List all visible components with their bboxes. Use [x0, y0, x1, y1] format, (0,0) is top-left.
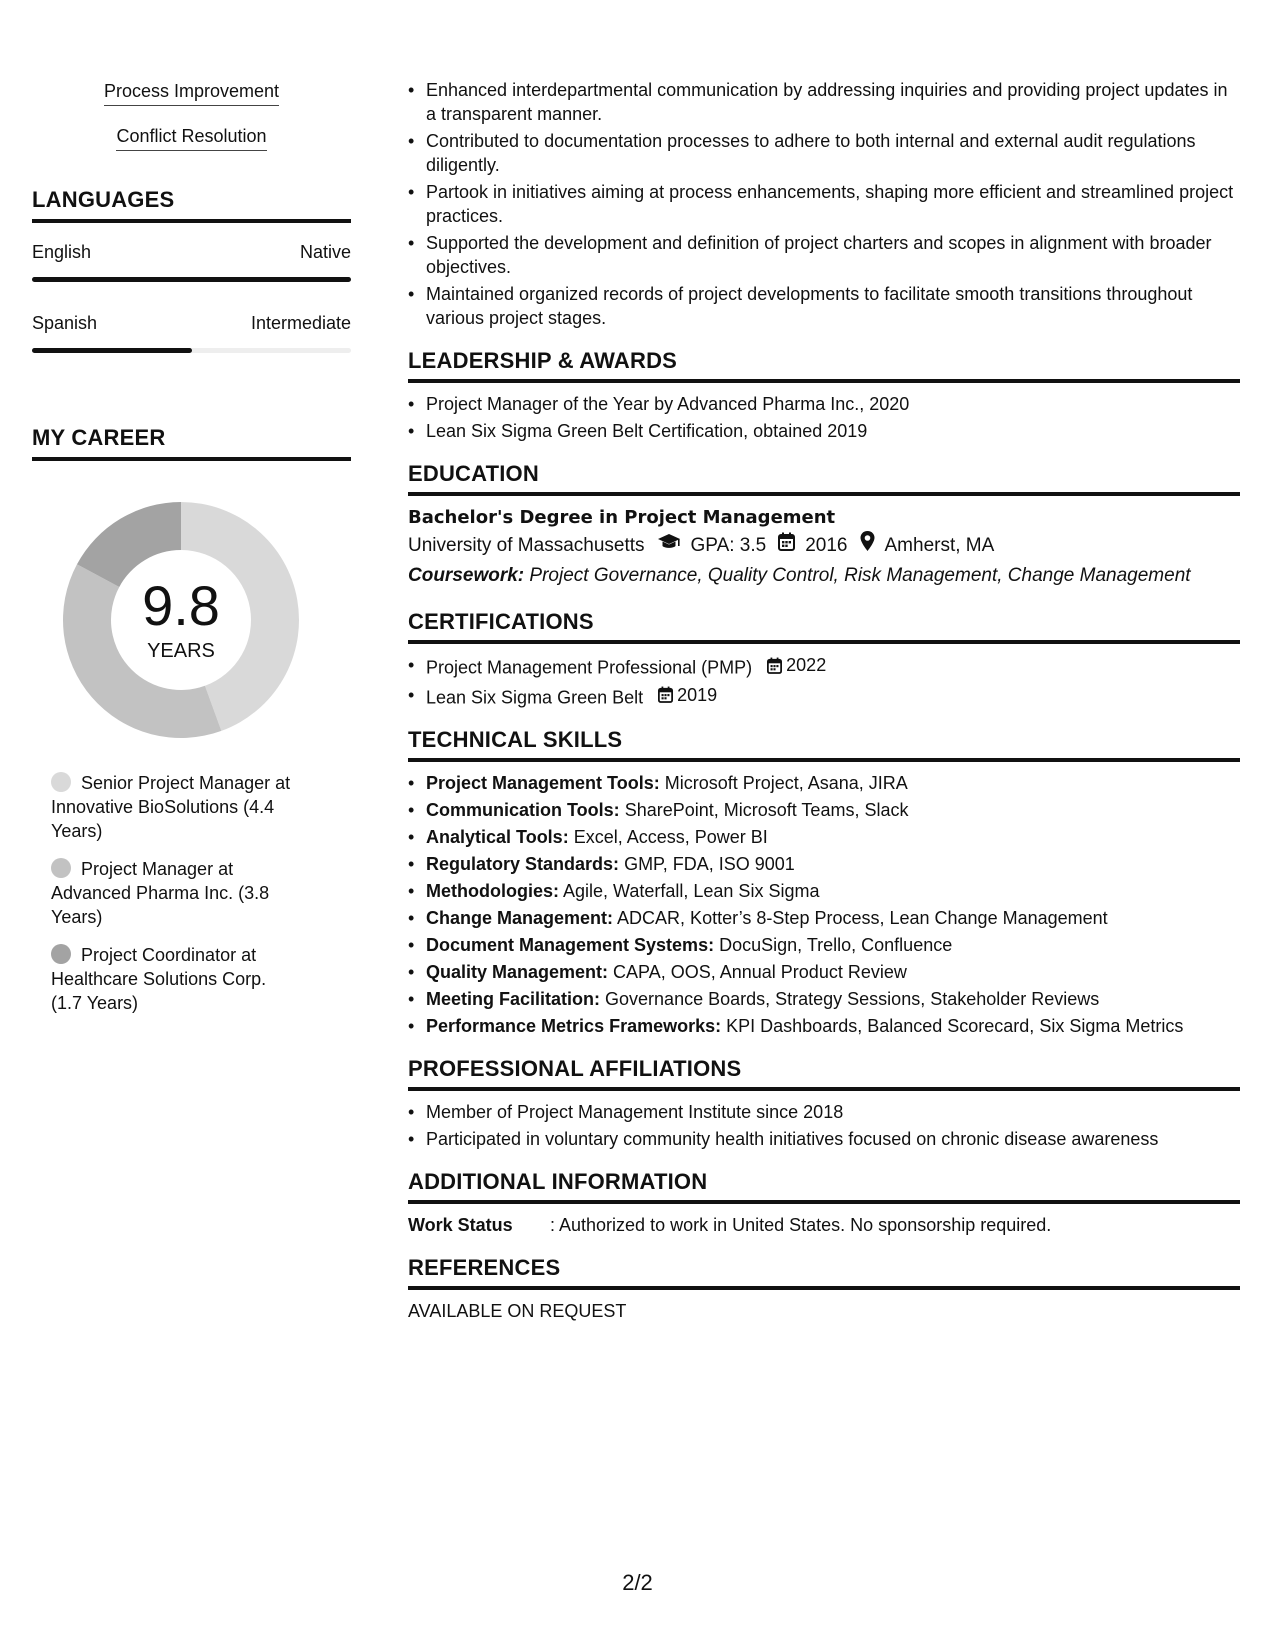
list-item	[408, 683, 1240, 710]
certification-name: Lean Six Sigma Green Belt	[426, 687, 644, 707]
list-item: • Supported the development and definition of project charters and scopes in alignment with broader objectives.	[408, 231, 1240, 279]
skill-tag	[32, 80, 351, 106]
map-marker-icon	[860, 531, 875, 561]
skill-tag-label: Process Improvement	[104, 80, 279, 106]
certification-year: 2019	[677, 684, 718, 705]
left-column	[32, 80, 351, 1029]
skill-label: Meeting Facilitation:	[426, 989, 601, 1009]
skill-label: Regulatory Standards:	[426, 854, 620, 874]
calendar-icon	[778, 531, 795, 561]
calendar-icon	[658, 686, 673, 703]
language-item	[32, 241, 351, 282]
languages-heading: LANGUAGES	[32, 187, 351, 223]
skill-label: Performance Metrics Frameworks:	[426, 1016, 722, 1036]
skill-label: Communication Tools:	[426, 800, 620, 820]
legend-label: Project Manager at Advanced Pharma Inc. (3.8 Years)	[51, 859, 270, 927]
list-item: • Lean Six Sigma Green Belt Certification, obtained 2019	[408, 419, 1240, 443]
page-number: 2/2	[622, 1570, 653, 1595]
list-item: • Contributed to documentation processes to adhere to both internal and external audit regulations diligently.	[408, 129, 1240, 177]
skill-value: Agile, Waterfall, Lean Six Sigma	[563, 881, 820, 901]
list-item	[408, 933, 1240, 957]
certifications-list	[408, 653, 1240, 709]
language-level: Native	[299, 242, 351, 262]
language-level: Intermediate	[250, 313, 351, 333]
work-status-label: Work Status	[408, 1215, 513, 1235]
skill-value: SharePoint, Microsoft Teams, Slack	[624, 800, 909, 820]
language-name: English	[32, 242, 92, 262]
coursework-label: Coursework:	[408, 565, 525, 586]
legend-label: Project Coordinator at Healthcare Solutions Corp. (1.7 Years)	[51, 945, 267, 1013]
skill-value: KPI Dashboards, Balanced Scorecard, Six Sigma Metrics	[726, 1016, 1184, 1036]
work-status-row	[408, 1213, 1240, 1237]
legend-item	[51, 857, 302, 929]
career-legend	[32, 771, 302, 1015]
list-item	[408, 798, 1240, 822]
skill-label: Change Management:	[426, 908, 614, 928]
list-item	[408, 1014, 1240, 1038]
list-item: • Member of Project Management Institute since 2018	[408, 1100, 1240, 1124]
career-donut-chart	[56, 495, 306, 745]
list-item	[408, 771, 1240, 795]
affiliations-list	[408, 1100, 1240, 1151]
skill-value: DocuSign, Trello, Confluence	[719, 935, 953, 955]
list-item	[408, 879, 1240, 903]
list-item	[408, 825, 1240, 849]
skill-value: Microsoft Project, Asana, JIRA	[664, 773, 908, 793]
list-item: • Participated in voluntary community health initiatives focused on chronic disease awareness	[408, 1127, 1240, 1151]
education-details	[408, 531, 1240, 561]
legend-dot	[51, 858, 71, 878]
education-location: Amherst, MA	[884, 535, 995, 556]
legend-label: Senior Project Manager at Innovative BioSolutions (4.4 Years)	[51, 773, 291, 841]
school-name: University of Massachusetts	[408, 535, 645, 556]
coursework	[408, 561, 1240, 591]
technical-skills-list	[408, 771, 1240, 1038]
list-item	[408, 960, 1240, 984]
skill-value: GMP, FDA, ISO 9001	[624, 854, 795, 874]
additional-info-heading: ADDITIONAL INFORMATION	[408, 1169, 1240, 1204]
skill-label: Analytical Tools:	[426, 827, 569, 847]
skill-value: Excel, Access, Power BI	[573, 827, 768, 847]
skill-tag	[32, 125, 351, 151]
career-heading: MY CAREER	[32, 425, 351, 461]
legend-item	[51, 943, 302, 1015]
legend-dot	[51, 944, 71, 964]
certification-year: 2022	[786, 655, 827, 675]
list-item	[408, 852, 1240, 876]
graduation-cap-icon	[657, 531, 681, 561]
skill-label: Methodologies:	[426, 881, 559, 901]
gpa: GPA: 3.5	[690, 535, 767, 556]
career-donut-svg	[56, 495, 306, 745]
right-column	[408, 78, 1240, 1323]
career-total-unit: YEARS	[147, 640, 215, 662]
coursework-text: Project Governance, Quality Control, Risk Management, Change Management	[529, 565, 1191, 586]
language-proficiency-bar	[32, 348, 351, 353]
language-proficiency-fill	[32, 277, 351, 282]
skill-label: Quality Management:	[426, 962, 609, 982]
skill-label: Project Management Tools:	[426, 773, 660, 793]
affiliations-heading: PROFESSIONAL AFFILIATIONS	[408, 1056, 1240, 1091]
references-text: AVAILABLE ON REQUEST	[408, 1301, 627, 1321]
list-item: • Maintained organized records of project developments to facilitate smooth transitions throughout various project stages.	[408, 282, 1240, 330]
language-proficiency-fill	[32, 348, 192, 353]
legend-dot	[51, 772, 71, 792]
graduation-year: 2016	[805, 535, 848, 556]
list-item	[408, 987, 1240, 1011]
list-item: • Enhanced interdepartmental communication by addressing inquiries and providing project updates in a transparent manner.	[408, 78, 1240, 126]
leadership-heading: LEADERSHIP & AWARDS	[408, 348, 1240, 383]
skill-tag-label: Conflict Resolution	[116, 125, 266, 151]
list-item: • Project Manager of the Year by Advanced Pharma Inc., 2020	[408, 392, 1240, 416]
skill-value: ADCAR, Kotter’s 8-Step Process, Lean Change Management	[617, 908, 1108, 928]
language-proficiency-bar	[32, 277, 351, 282]
education-heading: EDUCATION	[408, 461, 1240, 496]
list-item	[408, 906, 1240, 930]
references-heading: REFERENCES	[408, 1255, 1240, 1290]
skill-value: CAPA, OOS, Annual Product Review	[613, 962, 907, 982]
career-total-value: 9.8	[142, 574, 220, 637]
technical-skills-heading: TECHNICAL SKILLS	[408, 727, 1240, 762]
career-donut-slice-1	[63, 564, 221, 738]
skill-label: Document Management Systems:	[426, 935, 715, 955]
list-item	[408, 653, 1240, 680]
language-name: Spanish	[32, 313, 98, 333]
list-item: • Partook in initiatives aiming at process enhancements, shaping more efficient and streamlined project practices.	[408, 180, 1240, 228]
skill-value: Governance Boards, Strategy Sessions, Stakeholder Reviews	[605, 989, 1100, 1009]
certification-name: Project Management Professional (PMP)	[426, 657, 753, 678]
work-status-value: : Authorized to work in United States. No sponsorship required.	[550, 1215, 1052, 1235]
language-item	[32, 312, 351, 353]
certifications-heading: CERTIFICATIONS	[408, 609, 1240, 644]
legend-item	[51, 771, 302, 843]
calendar-icon	[767, 657, 782, 674]
experience-bullets	[408, 78, 1240, 330]
degree-title: Bachelor's Degree in Project Management	[408, 507, 836, 528]
leadership-list	[408, 392, 1240, 443]
